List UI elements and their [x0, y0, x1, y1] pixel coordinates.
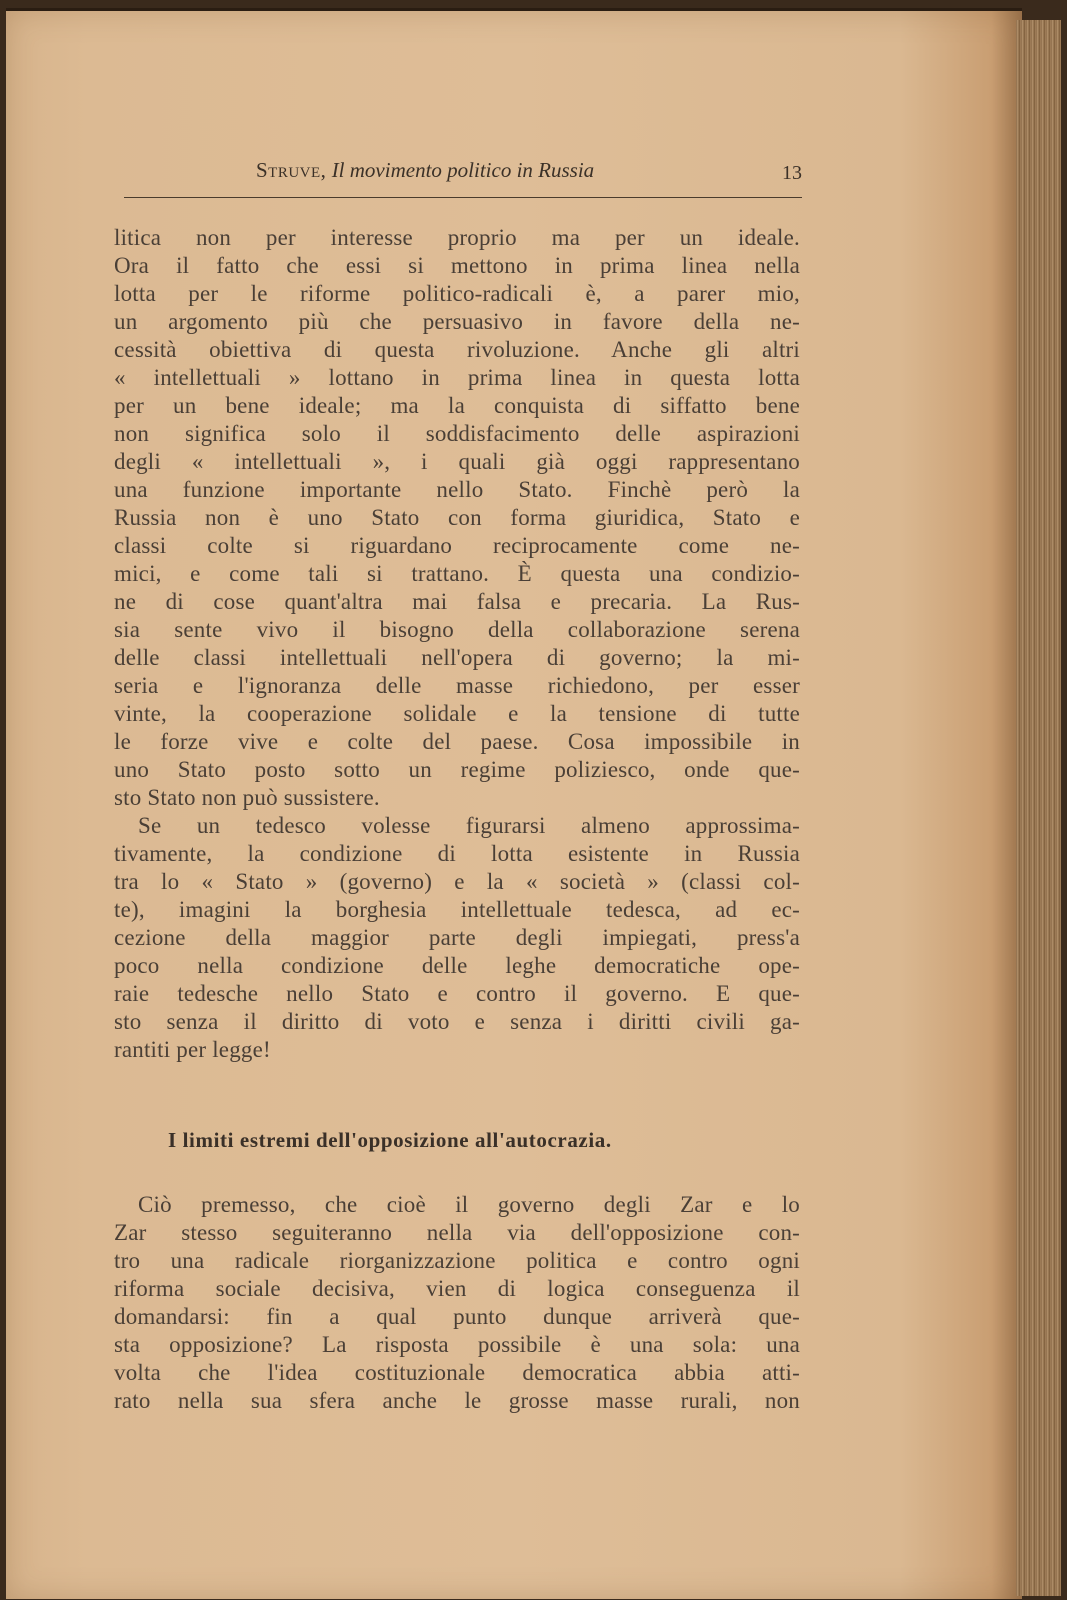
text-line: mici, e come tali si trattano. È questa una condizio-: [114, 561, 800, 586]
text-line: poco nella condizione delle leghe democratiche ope-: [114, 953, 800, 978]
text-line: « intellettuali » lottano in prima linea in questa lotta: [114, 365, 800, 390]
text-line: vinte, la cooperazione solidale e la tensione di tutte: [114, 701, 800, 726]
text-line: sia sente vivo il bisogno della collaborazione serena: [114, 617, 800, 642]
text-line: uno Stato posto sotto un regime poliziesco, onde que-: [114, 757, 800, 782]
page-edges: [1016, 20, 1061, 1596]
text-line: le forze vive e colte del paese. Cosa impossibile in: [114, 729, 800, 754]
header-rule: [124, 197, 802, 198]
text-line: domandarsi: fin a qual punto dunque arriverà que-: [114, 1304, 800, 1329]
text-line: rato nella sua sfera anche le grosse masse rurali, non: [114, 1388, 800, 1413]
text-line: seria e l'ignoranza delle masse richiedono, per esser: [114, 673, 800, 698]
running-header: [256, 156, 802, 186]
text-line: sta opposizione? La risposta possibile è una sola: una: [114, 1332, 800, 1357]
text-line: rantiti per legge!: [114, 1037, 271, 1062]
page-number: 13: [782, 162, 802, 184]
text-line: un argomento più che persuasivo in favore della ne-: [114, 309, 800, 334]
text-line: delle classi intellettuali nell'opera di governo; la mi-: [114, 645, 800, 670]
book-page: [6, 8, 1022, 1599]
text-line: sto Stato non può sussistere.: [114, 785, 380, 810]
text-line: volta che l'idea costituzionale democratica abbia atti-: [114, 1360, 800, 1385]
text-line: cezione della maggior parte degli impiegati, press'a: [114, 925, 800, 950]
text-line: sto senza il diritto di voto e senza i diritti civili ga-: [114, 1009, 800, 1034]
text-line: litica non per interesse proprio ma per un ideale.: [114, 225, 800, 250]
text-line: per un bene ideale; ma la conquista di siffatto bene: [114, 393, 800, 418]
text-line: Ciò premesso, che cioè il governo degli Zar e lo: [138, 1192, 800, 1217]
paragraph-3: [114, 1191, 800, 1415]
header-author: Struve,: [256, 158, 327, 182]
paragraph-2: [114, 812, 800, 1064]
text-line: tra lo « Stato » (governo) e la « società » (classi col-: [114, 869, 800, 894]
text-line: classi colte si riguardano reciprocamente come ne-: [114, 533, 800, 558]
text-line: raie tedesche nello Stato e contro il governo. E que-: [114, 981, 800, 1006]
header-title: Il movimento politico in Russia: [331, 158, 595, 182]
text-line: riforma sociale decisiva, vien di logica conseguenza il: [114, 1276, 800, 1301]
section-heading: I limiti estremi dell'opposizione all'autocrazia.: [168, 1128, 612, 1152]
running-title: [256, 158, 594, 183]
text-line: lotta per le riforme politico-radicali è, a parer mio,: [114, 281, 800, 306]
text-line: degli « intellettuali », i quali già oggi rappresentano: [114, 449, 800, 474]
text-line: ne di cose quant'altra mai falsa e precaria. La Rus-: [114, 589, 800, 614]
text-line: una funzione importante nello Stato. Finchè però la: [114, 477, 800, 502]
body-text-upper: [114, 224, 800, 1064]
text-line: non significa solo il soddisfacimento delle aspirazioni: [114, 421, 800, 446]
text-line: tro una radicale riorganizzazione politica e contro ogni: [114, 1248, 800, 1273]
text-line: Russia non è uno Stato con forma giuridica, Stato e: [114, 505, 800, 530]
text-line: Ora il fatto che essi si mettono in prima linea nella: [114, 253, 800, 278]
text-line: Zar stesso seguiteranno nella via dell'opposizione con-: [114, 1220, 800, 1245]
text-line: Se un tedesco volesse figurarsi almeno approssima-: [138, 813, 800, 838]
text-line: cessità obiettiva di questa rivoluzione. Anche gli altri: [114, 337, 800, 362]
paragraph-1: [114, 224, 800, 812]
text-line: tivamente, la condizione di lotta esistente in Russia: [114, 841, 800, 866]
body-text-lower: [114, 1191, 800, 1415]
text-line: te), imagini la borghesia intellettuale tedesca, ad ec-: [114, 897, 800, 922]
